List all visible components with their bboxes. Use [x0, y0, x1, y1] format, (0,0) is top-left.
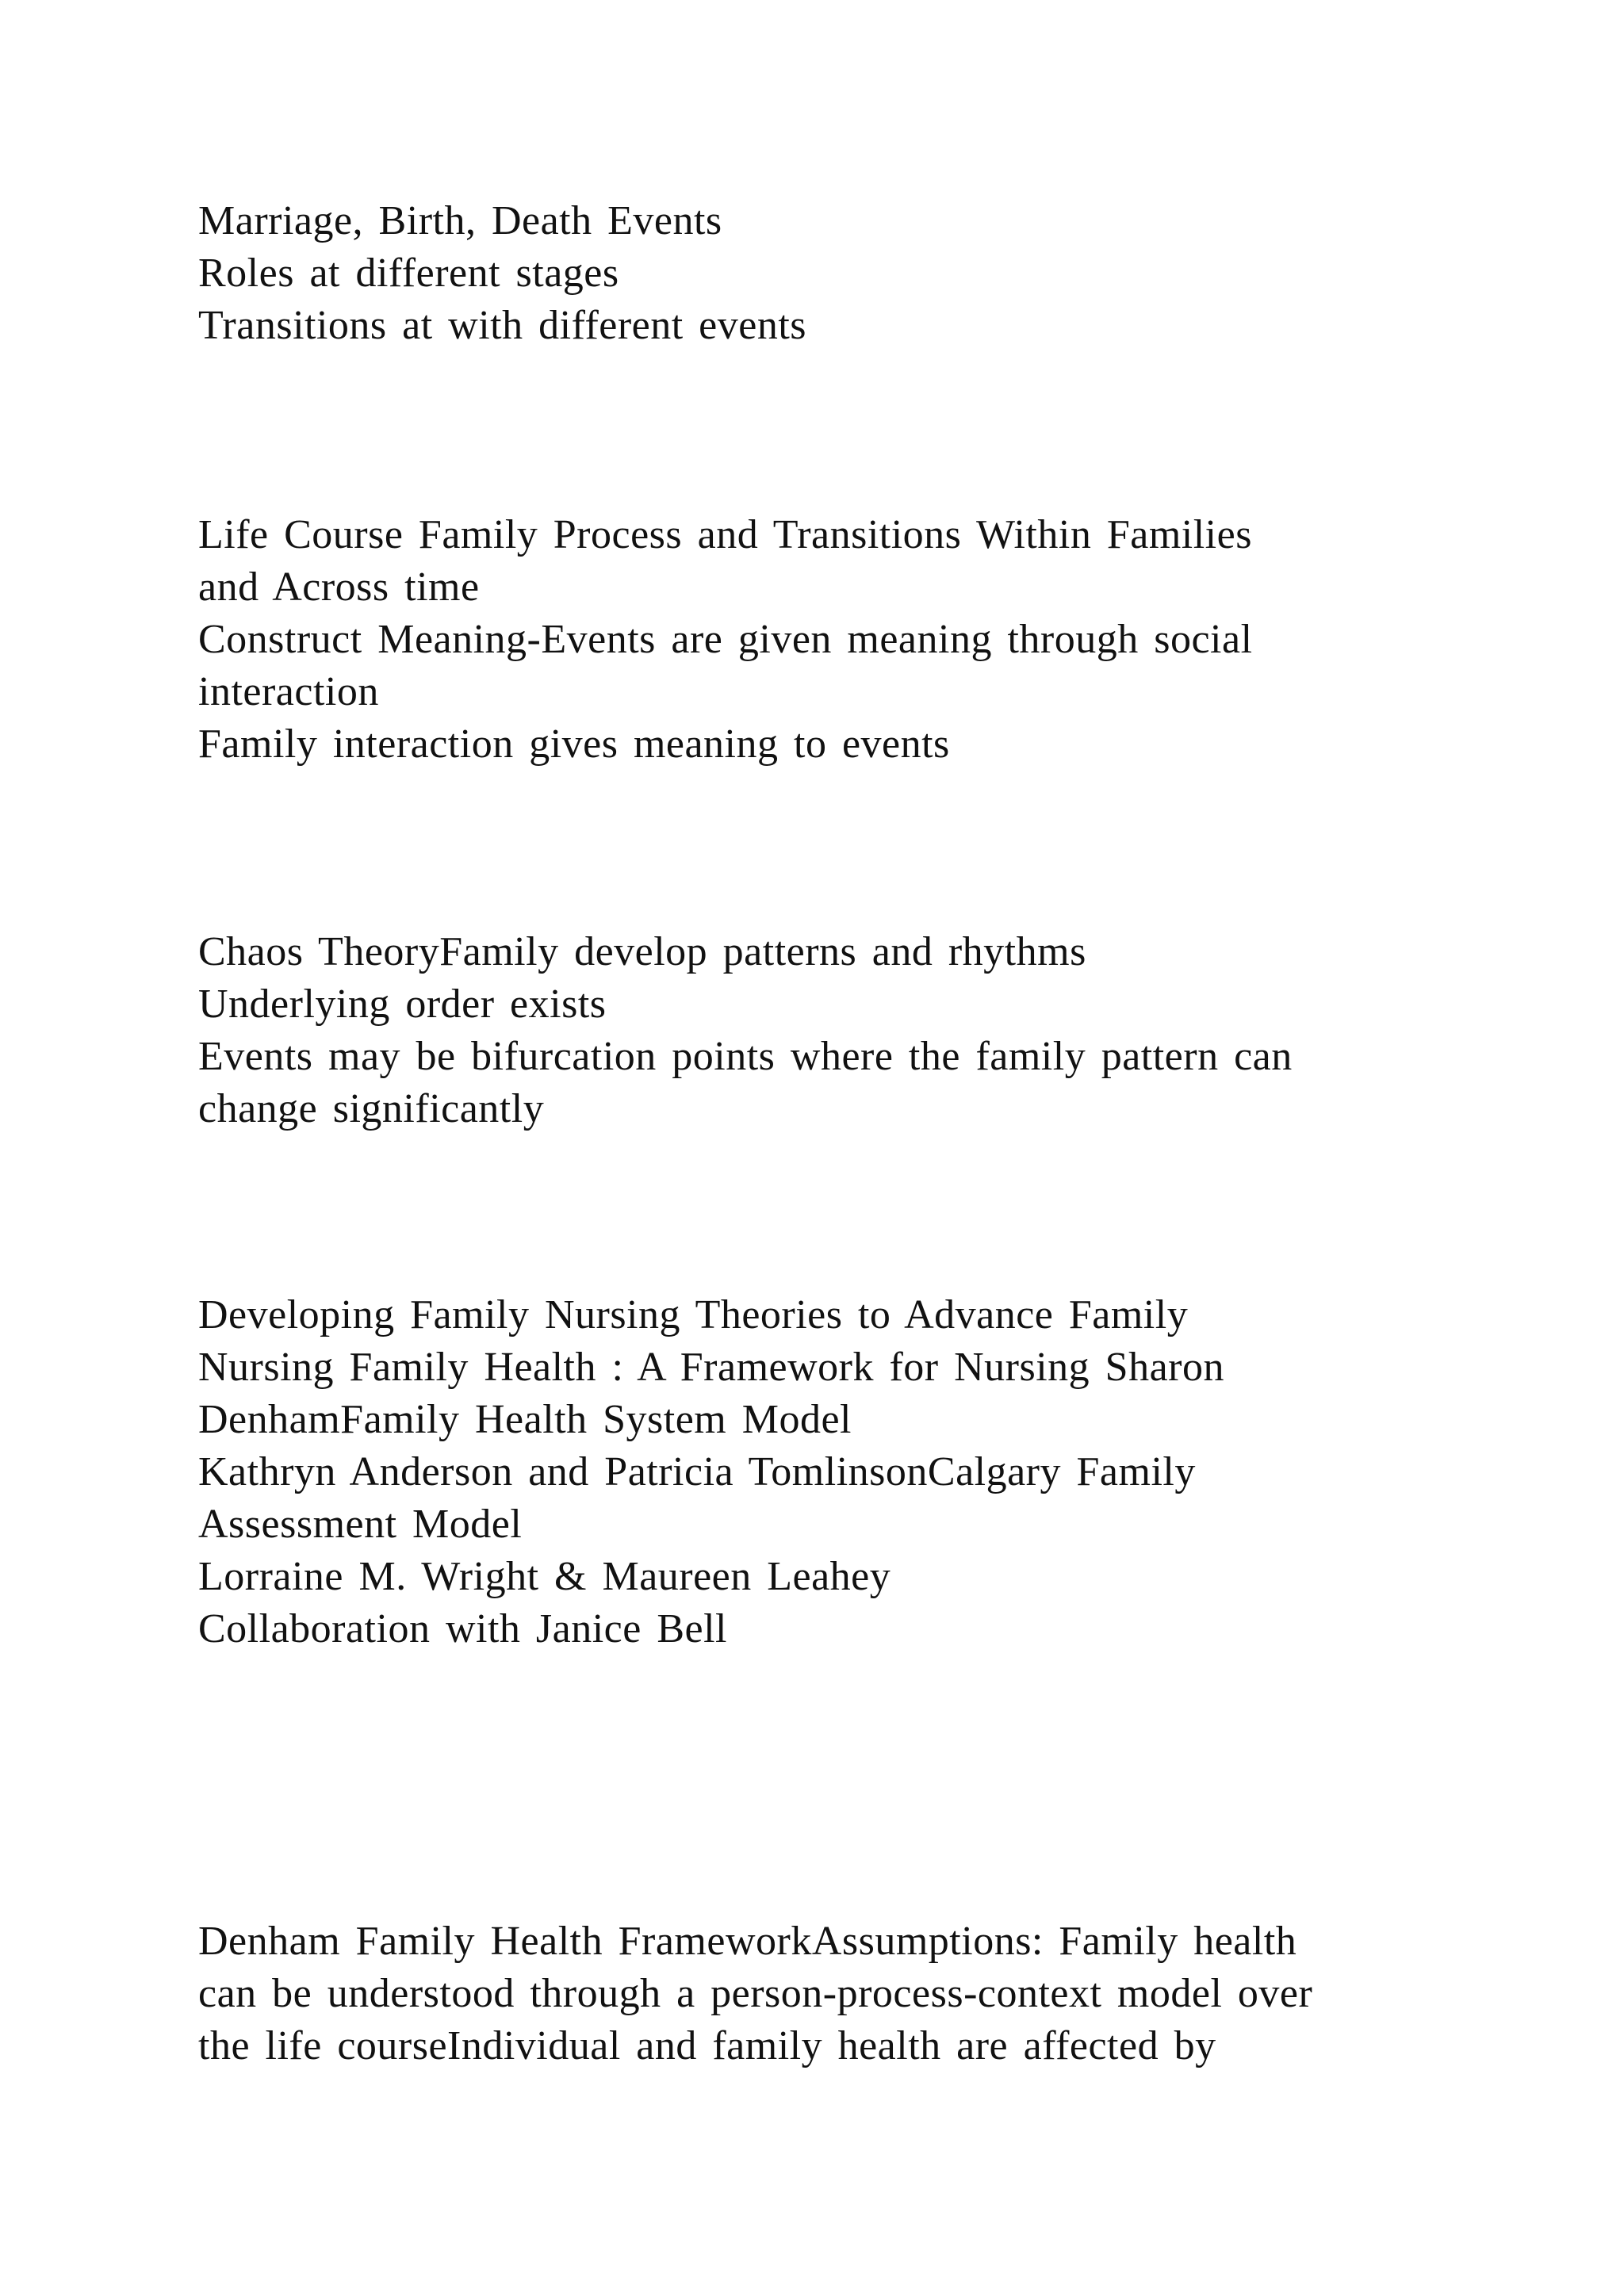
- text-line: Denham Family Health FrameworkAssumptions: Family health: [198, 1919, 1297, 1964]
- text-line: Collaboration with Janice Bell: [198, 1606, 727, 1651]
- text-line: Nursing Family Health : A Framework for Nursing Sharon: [198, 1345, 1224, 1390]
- text-line: Life Course Family Process and Transitions Within Families: [198, 512, 1252, 557]
- text-line: Kathryn Anderson and Patricia TomlinsonCalgary Family: [198, 1449, 1196, 1494]
- paragraph-life-course: [198, 509, 1467, 771]
- paragraph-chaos-theory: [198, 926, 1467, 1135]
- text-line: and Across time: [198, 564, 480, 610]
- text-line: Lorraine M. Wright & Maureen Leahey: [198, 1554, 891, 1599]
- text-line: DenhamFamily Health System Model: [198, 1397, 852, 1442]
- text-line: Transitions at with different events: [198, 303, 807, 348]
- paragraph-denham-framework: [198, 1915, 1467, 2072]
- text-line: Marriage, Birth, Death Events: [198, 198, 722, 243]
- text-line: Construct Meaning-Events are given meaning through social: [198, 617, 1253, 662]
- text-line: Chaos TheoryFamily develop patterns and rhythms: [198, 929, 1086, 974]
- paragraph-marriage-birth-death: [198, 195, 1467, 352]
- text-line: Developing Family Nursing Theories to Advance Family: [198, 1292, 1189, 1337]
- paragraph-developing-theories: [198, 1289, 1467, 1655]
- text-line: Underlying order exists: [198, 982, 607, 1027]
- text-line: interaction: [198, 669, 379, 714]
- text-line: can be understood through a person-process-context model over: [198, 1971, 1313, 2016]
- text-line: Assessment Model: [198, 1502, 523, 1547]
- text-line: Events may be bifurcation points where the family pattern can: [198, 1034, 1293, 1079]
- text-line: Family interaction gives meaning to events: [198, 721, 950, 767]
- text-line: the life courseIndividual and family health are affected by: [198, 2023, 1216, 2068]
- text-line: change significantly: [198, 1086, 545, 1131]
- text-line: Roles at different stages: [198, 251, 619, 296]
